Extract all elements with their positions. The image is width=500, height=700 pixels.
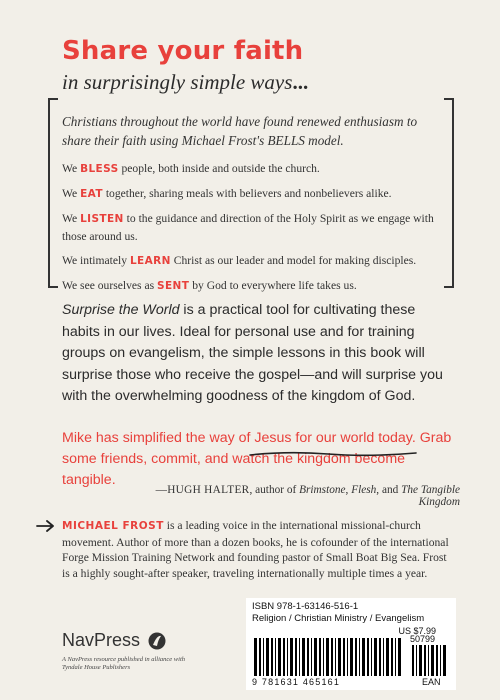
subheadline-dots: ... [292,70,309,94]
author-name: MICHAEL FROST [62,520,164,532]
addon-number: 50799 [410,634,436,644]
price-label: US $7.99 [398,626,436,636]
bells-item-eat: We EAT together, sharing meals with believers and nonbelievers alike. [62,187,392,200]
headline [62,36,303,66]
bells-item-learn: We intimately LEARN Christ as our leader and model for making disciples. [62,254,417,267]
bells-list [62,160,444,302]
ean-label: EAN [422,677,441,687]
bells-keyword: LISTEN [80,213,124,225]
handwritten-underline-icon [248,449,418,459]
publisher-note: A NavPress resource published in alliance with Tyndale House Publishers [62,656,186,671]
headline-emphasis: faith [233,36,304,66]
bells-keyword: BLESS [80,163,119,175]
right-bracket [444,98,454,288]
bells-keyword: EAT [80,188,103,200]
endorsement-quote: Mike has simplified the way of Jesus for our world today. Grab some friends, commit, and watch the kingdom become tangible. [62,430,452,488]
bells-item-sent: We see ourselves as SENT by God to everywhere life takes us. [62,279,357,292]
description-paragraph: Surprise the World is a practical tool for cultivating these habits in our lives. Ideal for personal use and for training groups on evangelism, the simple lessons in this book will surprise those who receive the gospel—and will surprise you with the overwhelming goodness of the kingdom of God. [62,302,443,404]
isbn-number: ISBN 978-1-63146-516-1 [252,601,359,612]
navpress-logo-icon [148,632,166,650]
addon-barcode-icon [412,645,448,676]
headline-text: Share your [62,36,234,66]
bells-keyword: LEARN [129,255,171,267]
bells-keyword: SENT [157,280,190,292]
publisher-logo [62,630,166,651]
bells-item-bless: We BLESS people, both inside and outside the church. [62,162,320,175]
left-bracket [48,98,58,288]
bells-item-listen: We LISTEN to the guidance and direction of the Holy Spirit as we engage with those around us. [62,212,434,243]
subheadline-text: in surprisingly simple ways [62,70,293,94]
book-title: Surprise the World [62,302,180,318]
publisher-logo-text: NavPress [62,630,141,650]
barcode-panel [246,598,456,690]
category-label: Religion / Christian Ministry / Evangelism [252,613,425,624]
arrow-right-icon [36,520,56,532]
barcode-icon [254,638,404,676]
bells-intro: Christians throughout the world have found renewed enthusiasm to share their faith using Michael Frost's BELLS model. [62,114,418,148]
subheadline [62,70,308,95]
author-bio: MICHAEL FROST is a leading voice in the international missional-church movement. Author of more than a dozen books, he is cofounder of the international Forge Mission Training Network and founding pastor of Small Boat Big Sea. Frost is a highly sought-after speaker, traveling internationally multiple times a year. [62,519,449,580]
endorsement-attribution: —HUGH HALTER, author of Brimstone, Flesh, and The Tangible Kingdom [155,484,460,508]
ean-digits: 9 781631 465161 [252,677,341,687]
